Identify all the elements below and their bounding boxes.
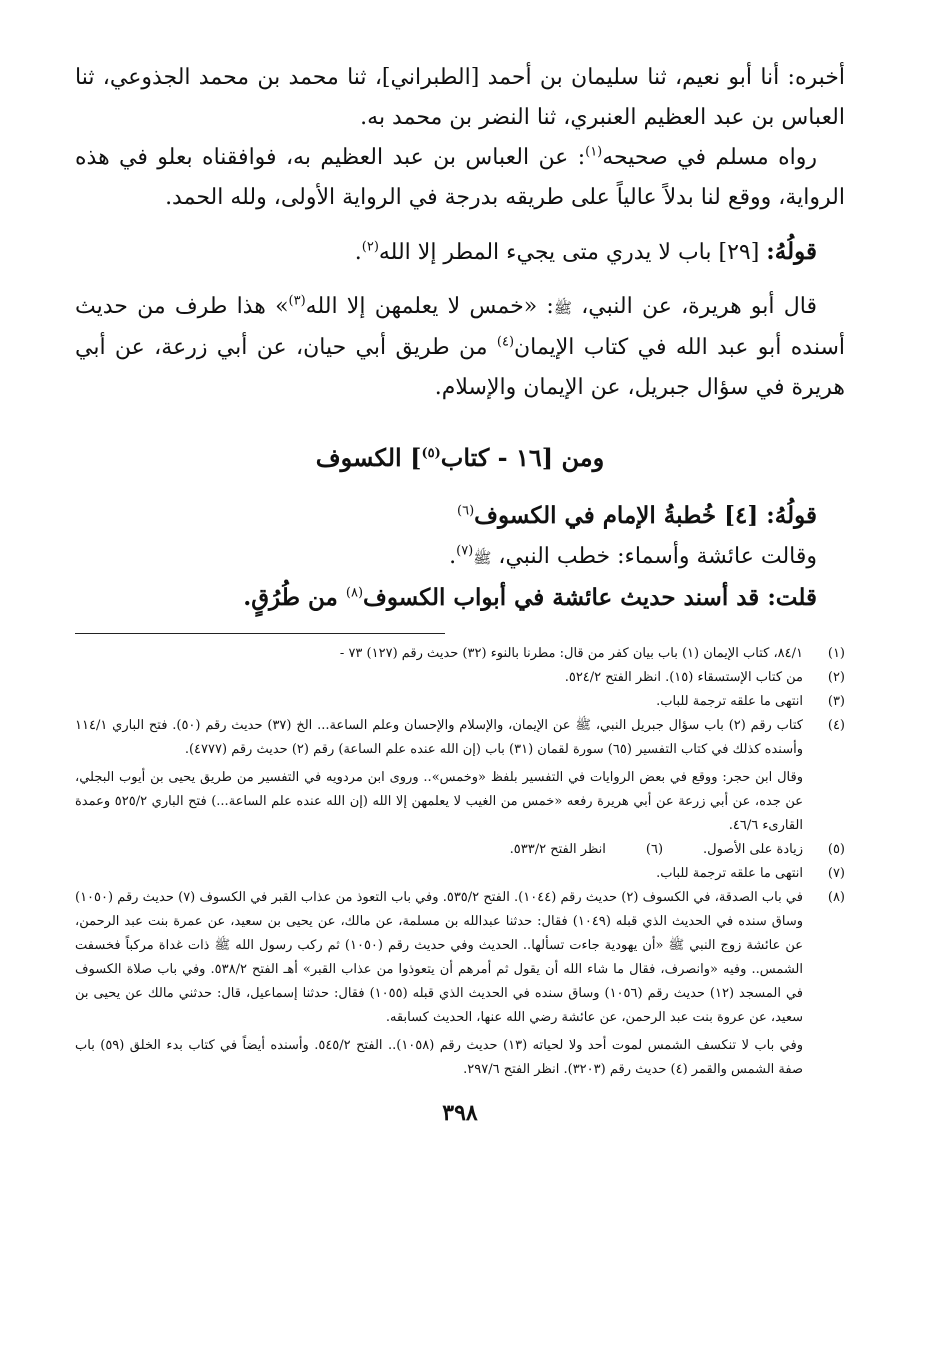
paragraph-abu-hurayra [75, 287, 845, 408]
footnotes [75, 642, 845, 1082]
footnote-6-number: (٦) [645, 842, 664, 857]
period: . [449, 544, 457, 569]
paragraph-qultu [75, 578, 845, 619]
salawat-glyph: ﷺ [473, 549, 492, 567]
footnote-number: (٥) [827, 842, 845, 857]
isnad-text: أخبره: أنا أبو نعيم، ثنا سليمان بن أحمد [الطبراني]، ثنا محمد بن محمد الجذوعي، ثنا العباس بن عبد العظيم العنبري، ثنا النضر بن محمد به. [75, 65, 845, 130]
paragraph-isnad [75, 58, 845, 138]
footnote-number: (١) [827, 646, 845, 661]
footnote-ref-7[interactable]: (٧) [456, 543, 474, 559]
paragraph-muslim [75, 138, 845, 218]
qawluhu-label: قولُهُ: [766, 238, 817, 265]
abu-hurayra-text-a: قال أبو هريرة، عن النبي، [571, 294, 817, 319]
abu-hurayra-text-c: » هذا طرف من حديث أسنده أبو عبد الله في كتاب الإيمان [75, 294, 846, 360]
footnote-number: (٨) [827, 890, 845, 905]
muslim-text-b: : عن العباس بن عبد العظيم به، فوافقناه بعلو في هذه الرواية، ووقع لنا بدلاً عالياً على طريقه بدرجة في الرواية الأولى، ولله الحمد. [75, 145, 845, 210]
footnote-ref-8[interactable]: (٨) [345, 585, 364, 601]
footnote-ref-6[interactable]: (٦) [457, 503, 475, 519]
paragraph-aisha-asma [75, 537, 845, 578]
footnote-ref-4[interactable]: (٤) [496, 334, 515, 350]
footnote-number: (٧) [827, 866, 845, 881]
footnote-ref-1[interactable]: (١) [585, 144, 603, 160]
footnote-8-continuation: وفي باب لا تنكسف الشمس لموت أحد ولا لحياته (١٣) حديث رقم (١٠٥٨).. الفتح ٥٤٥/٢. وأسنده أيضاً في كتاب بدء الخلق (٥٩) باب صفة الشمس والقمر (٤) حديث رقم (٣٢٠٣). انظر الفتح ٢٩٧/٦. [75, 1038, 804, 1077]
footnote-text: في باب الصدقة، في الكسوف (٢) حديث رقم (١٠٤٤). الفتح ٥٣٥/٢. وفي باب التعوذ من عذاب القبر في الكسوف (٧) حديث رقم (١٠٥٠) وساق سنده في الحديث الذي قبله (١٠٤٩) فقال: حدثنا عبدالله بن مسلمة، عن مالك، عن يحيى بن سعيد، عن عمرة بنت عبد الرحمن، عن عائشة زوج النبي ﷺ «أن يهودية جاءت تسألها.. الحديث وفي حديث رقم (١٠٥٠) ثم ركب رسول الله ﷺ ذات غداة مركباً فخسفت الشمس.. وفيه «وانصرف، فقال ما شاء الله أن يقول ثم أمرهم أن يتعوذوا من عذاب القبر» أهـ الفتح ٥٣٨/٢. وفي باب صلاة الكسوف في المسجد (١٢) حديث رقم (١٠٥٦) وساق سنده في الحديث الذي قبله (١٠٥٥) فقال: حدثنا إسماعيل، قال: حدثني مالك عن يحيى بن سعيد، عن عروة بنت عبد الرحمن، عن عائشة رضي الله عنها، الحديث كسابقه. [75, 890, 803, 1025]
qultu-text-b: من طُرُقٍ. [243, 584, 346, 611]
paragraph-qawluhu-4 [75, 496, 845, 537]
bab-29-title: [٢٩] باب لا يدري متى يجيء المطر إلا الله [378, 240, 767, 265]
footnote-text: ٨٤/١، كتاب الإيمان (١) باب بيان كفر من قال: مطرنا بالنوء (٣٢) حديث رقم (١٢٧) ٧٣ - [339, 646, 803, 661]
footnote-text: انتهى ما علقه ترجمة للباب. [656, 866, 803, 881]
paragraph-qawluhu-29 [75, 232, 845, 273]
section-title-b: ] الكسوف [315, 443, 422, 472]
abu-hurayra-text-d: من طريق أبي حيان، عن أبي زرعة، عن أبي هريرة في سؤال جبريل، عن الإيمان والإسلام. [75, 335, 845, 400]
footnote-number: (٢) [827, 670, 845, 685]
footnote-text: انتهى ما علقه ترجمة للباب. [656, 694, 803, 709]
section-title-kusuf [75, 438, 845, 478]
book-page [75, 58, 845, 1338]
footnote-text: من كتاب الإستسقاء (١٥). انظر الفتح ٥٢٤/٢. [564, 670, 803, 685]
qawluhu-label: قولُهُ: [766, 502, 817, 529]
footnote-ref-5[interactable]: (٥) [421, 446, 441, 461]
footnote-8 [75, 886, 845, 1030]
footnote-1 [75, 642, 845, 666]
footnote-5-text: زيادة على الأصول. [703, 842, 803, 857]
section-title-a: ومن [١٦ - كتاب [440, 443, 605, 472]
footnote-7 [75, 862, 845, 886]
footnote-divider [75, 633, 445, 634]
footnote-4 [75, 714, 845, 762]
abu-hurayra-text-b: : «خمس لا يعلمهن إلا الله [305, 294, 554, 319]
page-number: ٣٩٨ [442, 1100, 478, 1126]
footnote-pair [75, 838, 803, 862]
bab-4-title: [٤] خُطبةُ الإمام في الكسوف [474, 502, 767, 529]
spacer [75, 218, 845, 232]
footnote-2 [75, 666, 845, 690]
footnote-text: كتاب رقم (٢) باب سؤال جبريل النبي، ﷺ عن الإيمان، والإسلام والإحسان وعلم الساعة... الخ (٣٧) حديث رقم (٥٠). فتح الباري ١١٤/١ وأسنده كذلك في كتاب التفسير (٦٥) سورة لقمان (٣١) باب (إن الله عنده علم الساعة) رقم (٢) حديث رقم (٤٧٧٧). [75, 718, 803, 757]
salawat-glyph: ﷺ [553, 299, 572, 317]
period: . [354, 240, 362, 265]
footnote-ref-3[interactable]: (٣) [288, 293, 306, 309]
footnote-number: (٣) [827, 694, 845, 709]
footnote-number: (٤) [827, 718, 845, 733]
footnote-ref-2[interactable]: (٢) [361, 239, 379, 255]
footnote-6-text: انظر الفتح ٥٣٣/٢. [509, 842, 606, 857]
footnote-3 [75, 690, 845, 714]
footnote-4-continuation: وقال ابن حجر: ووقع في بعض الروايات في التفسير بلفظ «وخمس».. وروى ابن مردويه في التفسير من طريق يحيى بن أيوب البجلي، عن جده، عن أبي زرعة عن أبي هريرة رفعه «خمس من الغيب لا يعلمهن إلا الله (إن الله عنده علم الساعة...) فتح الباري ٥٢٥/٢ وعمدة القارىء ٤٦/٦. [75, 770, 803, 833]
main-text [75, 58, 845, 619]
spacer [75, 273, 845, 287]
aisha-asma-text: وقالت عائشة وأسماء: خطب النبي، [491, 544, 817, 569]
qultu-text-a: قد أسند حديث عائشة في أبواب الكسوف [363, 584, 768, 611]
muslim-text-a: رواه مسلم في صحيحه [602, 145, 817, 170]
qultu-label: قلت: [767, 584, 817, 611]
footnote-5-6 [75, 838, 845, 862]
